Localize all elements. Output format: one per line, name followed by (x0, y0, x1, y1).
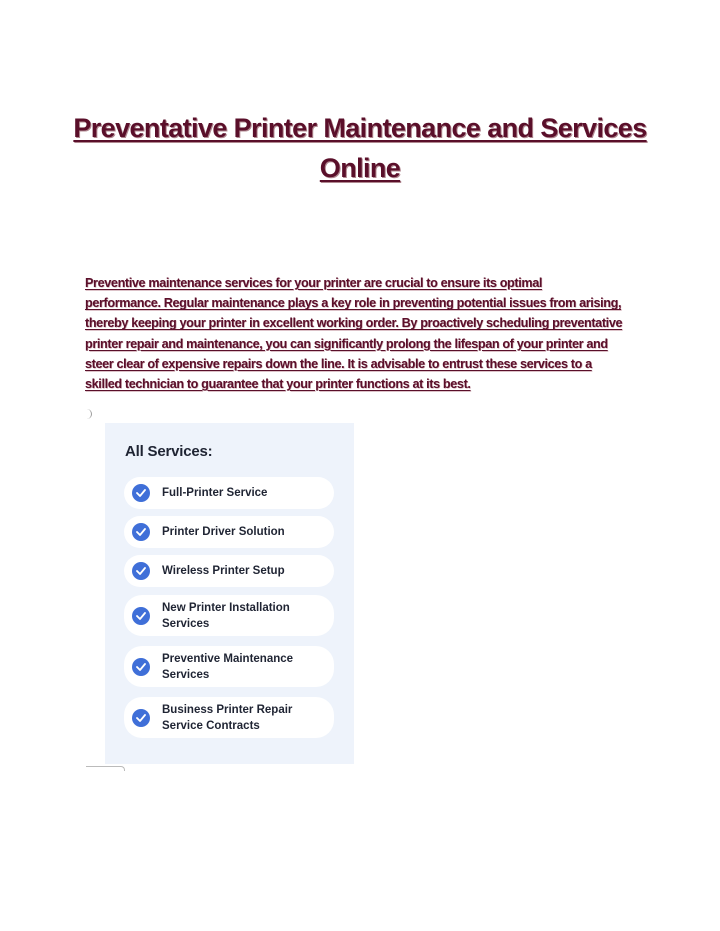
paragraph-line: performance. Regular maintenance plays a key role in preventing potential issues from arising, (85, 296, 622, 311)
service-item-label: Full-Printer Service (162, 487, 268, 499)
service-item-full-printer (124, 477, 334, 509)
check-circle-icon (132, 709, 150, 727)
image-corner-mark (85, 409, 92, 419)
services-heading: All Services: (125, 443, 213, 460)
page-title (60, 108, 660, 188)
page-title-line-1: Preventative Printer Maintenance and Services (73, 113, 647, 143)
check-circle-icon (132, 523, 150, 541)
image-corner-line (86, 766, 125, 771)
check-circle-icon (132, 607, 150, 625)
check-circle-icon (132, 658, 150, 676)
service-item-business-repair (124, 697, 334, 738)
service-item-installation (124, 595, 334, 636)
service-item-label: New Printer Installation Services (162, 601, 290, 630)
intro-paragraph (85, 273, 645, 394)
service-item-driver (124, 516, 334, 548)
service-item-preventive (124, 646, 334, 687)
service-item-label: Printer Driver Solution (162, 526, 285, 538)
check-circle-icon (132, 562, 150, 580)
paragraph-line: Preventive maintenance services for your printer are crucial to ensure its optimal (85, 276, 543, 290)
paragraph-line: steer clear of expensive repairs down the line. It is advisable to entrust these services to a (85, 356, 592, 371)
service-item-label: Preventive Maintenance Services (162, 652, 294, 681)
paragraph-line: printer repair and maintenance, you can significantly prolong the lifespan of your printer and (85, 336, 608, 351)
service-item-label: Wireless Printer Setup (162, 565, 285, 577)
paragraph-line: skilled technician to guarantee that your printer functions at its best. (85, 377, 471, 392)
page-title-line-2: Online (319, 153, 401, 183)
paragraph-line: thereby keeping your printer in excellent working order. By proactively scheduling preventative (85, 316, 623, 331)
service-item-label: Business Printer Repair Service Contracts (162, 703, 293, 732)
service-item-wireless (124, 555, 334, 587)
services-card-image (105, 423, 354, 764)
check-circle-icon (132, 484, 150, 502)
